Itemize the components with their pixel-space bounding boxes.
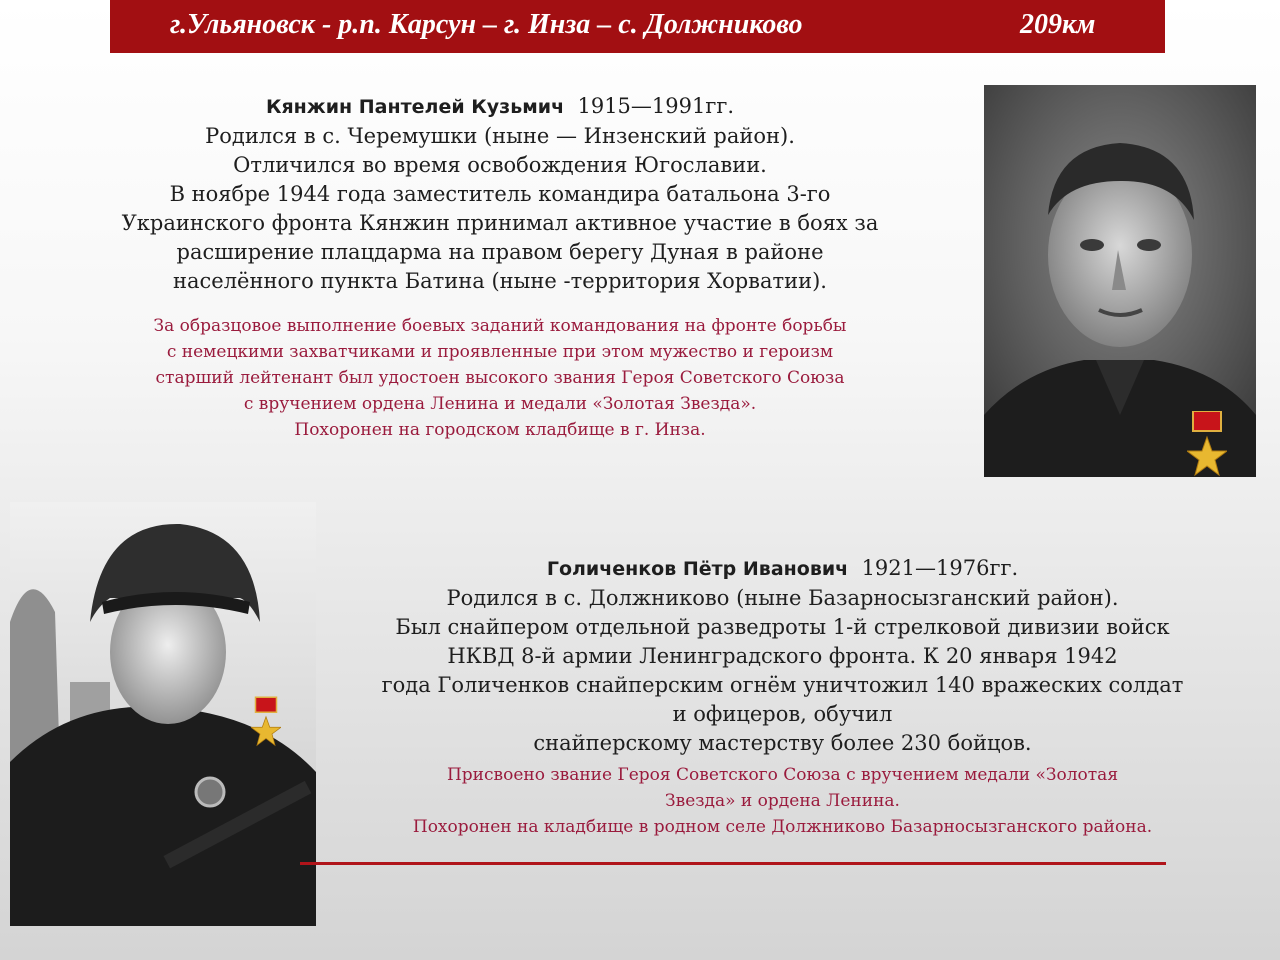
- hero2-years: 1921—1976гг.: [861, 556, 1019, 580]
- hero1-biography: [60, 92, 940, 296]
- route-distance: 209км: [1020, 9, 1096, 40]
- route-title: г.Ульяновск - р.п. Карсун – г. Инза – с. Должниково: [170, 9, 803, 40]
- hero1-bio-line: Отличился во время освобождения Югославии.: [233, 153, 767, 177]
- hero1-portrait: [984, 85, 1256, 477]
- hero-star-medal-icon: [1187, 411, 1227, 477]
- hero2-biography: [320, 554, 1245, 758]
- hero2-award-line: Звезда» и ордена Ленина.: [665, 791, 900, 811]
- hero2-award-line: Присвоено звание Героя Советского Союза с вручением медали «Золотая: [446, 765, 1119, 785]
- hero2-bio-line: снайперскому мастерству более 230 бойцов.: [533, 731, 1032, 755]
- hero1-bio-line: Родился в с. Черемушки (ныне — Инзенский район).: [205, 124, 795, 148]
- hero1-bio-line: расширение плацдарма на правом берегу Дуная в районе: [176, 240, 824, 264]
- hero2-award-text: [320, 762, 1245, 840]
- hero2-name: Голиченков Пётр Иванович: [546, 558, 849, 580]
- hero2-heading: [320, 554, 1245, 584]
- hero1-name: Кянжин Пантелей Кузьмич: [265, 96, 565, 118]
- hero1-award-line: старший лейтенант был удостоен высокого звания Героя Советского Союза: [155, 368, 845, 388]
- hero1-award-line: Похоронен на городском кладбище в г. Инза.: [294, 420, 706, 440]
- hero-star-medal-icon-2: [251, 696, 281, 748]
- hero2-portrait: [10, 502, 316, 926]
- hero2-bio-line: Был снайпером отдельной разведроты 1-й стрелковой дивизии войск: [395, 615, 1170, 639]
- hero1-award-line: с немецкими захватчиками и проявленные при этом мужество и героизм: [166, 342, 834, 362]
- divider-line: [300, 862, 1166, 865]
- hero1-bio-line: населённого пункта Батина (ныне -территория Хорватии).: [173, 269, 827, 293]
- hero1-bio-line: В ноябре 1944 года заместитель командира батальона 3-го: [169, 182, 831, 206]
- hero1-award-line: За образцовое выполнение боевых заданий командования на фронте борьбы: [153, 316, 847, 336]
- hero2-bio-line: и офицеров, обучил: [672, 702, 893, 726]
- header-banner: [110, 0, 1165, 53]
- hero1-award-text: [60, 313, 940, 443]
- hero1-years: 1915—1991гг.: [577, 94, 735, 118]
- hero2-bio-line: года Голиченков снайперским огнём уничтожил 140 вражеских солдат: [381, 673, 1184, 697]
- hero2-award-line: Похоронен на кладбище в родном селе Должниково Базарносызганского района.: [412, 817, 1153, 837]
- hero2-bio-line: НКВД 8-й армии Ленинградского фронта. К 20 января 1942: [447, 644, 1118, 668]
- hero1-award-line: с вручением ордена Ленина и медали «Золотая Звезда».: [243, 394, 757, 414]
- hero1-heading: [60, 92, 940, 122]
- hero2-bio-line: Родился в с. Должниково (ныне Базарносызганский район).: [446, 586, 1119, 610]
- hero1-bio-line: Украинского фронта Кянжин принимал активное участие в боях за: [121, 211, 879, 235]
